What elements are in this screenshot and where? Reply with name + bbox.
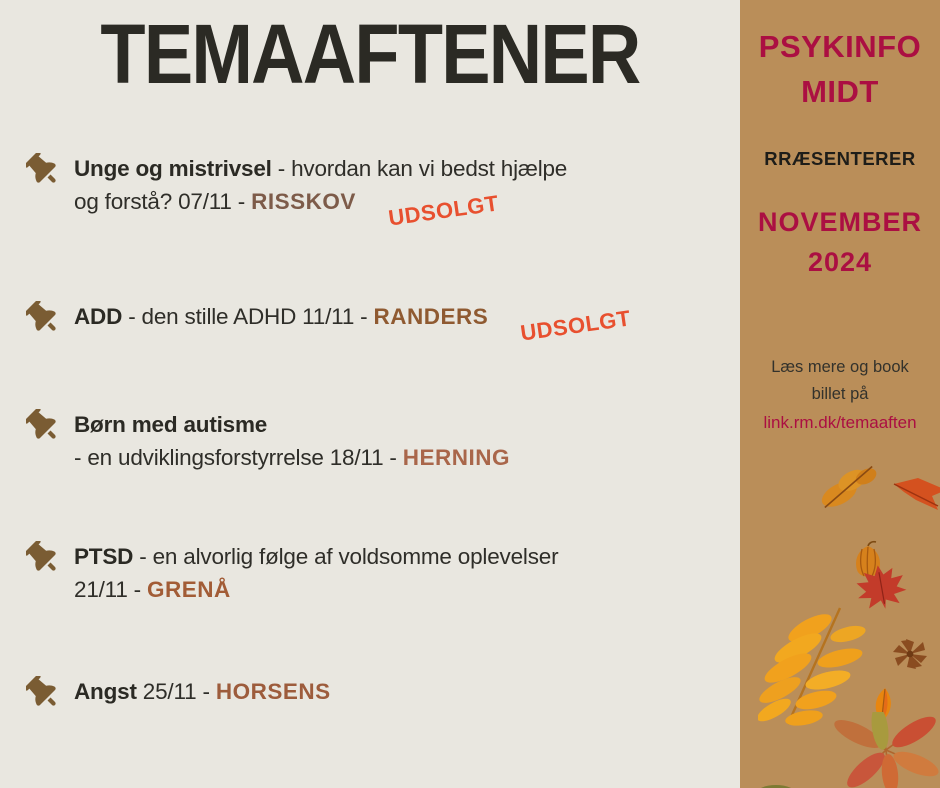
- event-desc-2: - en udviklingsforstyrrelse 18/11 -: [74, 445, 403, 470]
- small-leaf-icon: [868, 685, 898, 730]
- cta-text: [740, 354, 940, 438]
- pushpin-icon: [26, 301, 60, 340]
- event-city: HORSENS: [215, 679, 331, 704]
- event-text: [74, 152, 568, 231]
- presents-label: RRÆSENTERER: [764, 148, 916, 169]
- event-desc-2: 21/11 -: [74, 577, 148, 602]
- pushpin-icon: [26, 541, 60, 580]
- event-name: Unge og mistrivsel: [74, 156, 272, 181]
- event-text: [74, 540, 558, 606]
- pushpin-icon: [26, 153, 60, 192]
- event-name: Børn med autisme: [74, 412, 268, 437]
- cta-line-2: billet på: [811, 385, 869, 403]
- month-line-2: 2024: [807, 247, 873, 277]
- event-item-boern-med-autisme: [26, 408, 726, 474]
- event-desc: 25/11 -: [136, 679, 216, 704]
- leaf-fragment-icon: [892, 476, 940, 517]
- event-city: RANDERS: [373, 304, 489, 329]
- event-item-add: [26, 300, 726, 346]
- brand-title: [740, 24, 940, 114]
- sidebar: [740, 0, 940, 788]
- event-item-ptsd: [26, 540, 726, 606]
- rowan-leaf-icon: [758, 606, 868, 733]
- event-text: [74, 408, 510, 474]
- booking-link: link.rm.dk/temaaften: [763, 413, 917, 432]
- event-city: RISSKOV: [251, 189, 356, 214]
- event-name: PTSD: [74, 544, 134, 569]
- event-item-angst: [26, 675, 726, 715]
- leaf-sliver-icon: [754, 780, 798, 788]
- event-desc: - en alvorlig følge af voldsomme oplevelser: [133, 544, 559, 569]
- event-city: HERNING: [402, 445, 511, 470]
- event-text: [74, 675, 331, 708]
- event-desc: - den stille ADHD 11/11 -: [122, 304, 374, 329]
- event-text: [74, 300, 633, 346]
- creeper-leaf-icon: [828, 712, 940, 788]
- event-city: GRENÅ: [147, 577, 231, 602]
- poster-title: TEMAAFTENER: [100, 7, 640, 101]
- event-desc-2: og forstå? 07/11 -: [74, 189, 252, 214]
- brand-line-2: MIDT: [801, 74, 879, 109]
- event-name: ADD: [74, 304, 123, 329]
- pushpin-icon: [26, 676, 60, 715]
- soldout-badge: UDSOLGT: [386, 190, 501, 231]
- brand-line-1: PSYKINFO: [758, 29, 922, 64]
- physalis-icon: [852, 540, 884, 587]
- event-name: Angst: [74, 679, 137, 704]
- soldout-badge: UDSOLGT: [519, 305, 633, 346]
- event-desc: - hvordan kan vi bedst hjælpe: [271, 156, 568, 181]
- month-line-1: NOVEMBER: [757, 207, 922, 237]
- month-title: [740, 202, 940, 282]
- pushpin-icon: [26, 409, 60, 448]
- cta-line-1: Læs mere og book: [771, 358, 909, 376]
- event-item-unge-og-mistrivsel: [26, 152, 726, 231]
- oak-leaf-icon: [810, 452, 893, 525]
- maple-leaf-icon: [852, 560, 912, 619]
- star-anise-icon: [892, 638, 928, 675]
